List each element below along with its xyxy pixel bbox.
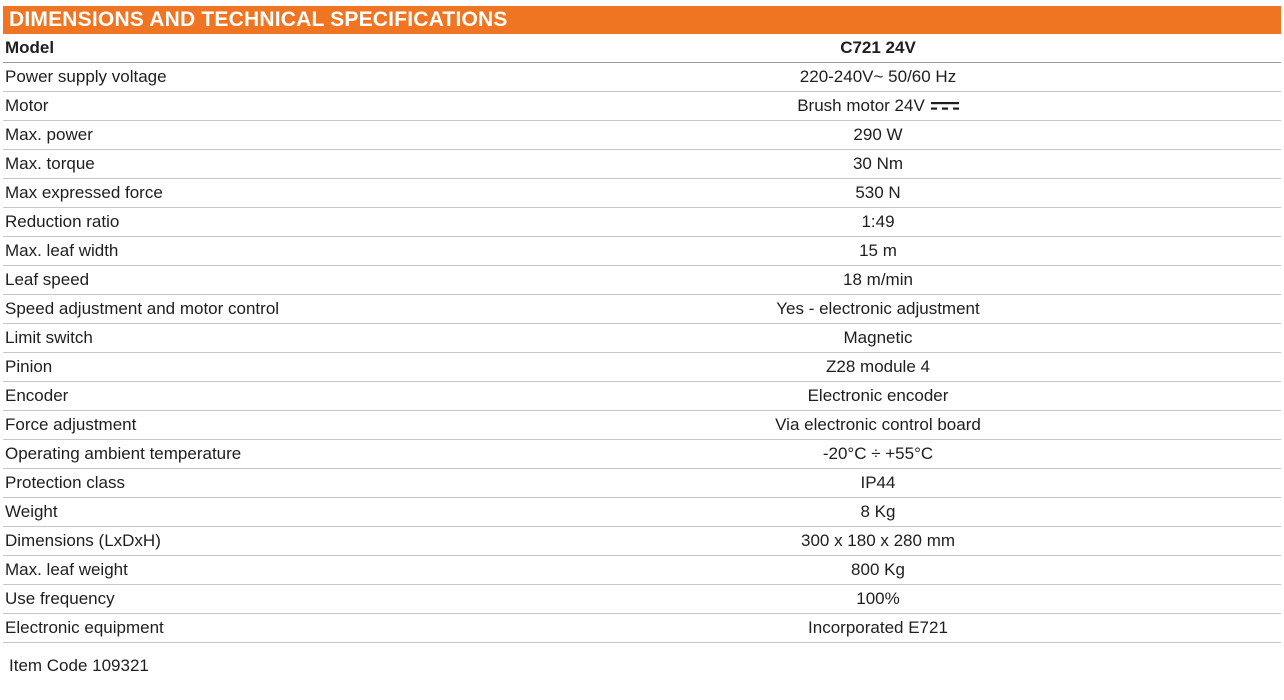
- spec-row: [3, 208, 1281, 237]
- spec-row: [3, 324, 1281, 353]
- spec-value-text: 8 Kg: [860, 502, 896, 521]
- spec-value: [475, 382, 1281, 411]
- spec-value: [475, 208, 1281, 237]
- spec-label: Electronic equipment: [3, 614, 475, 643]
- spec-value-text: 800 Kg: [851, 560, 905, 579]
- spec-row: [3, 614, 1281, 643]
- section-title: DIMENSIONS AND TECHNICAL SPECIFICATIONS: [3, 6, 1281, 34]
- spec-value: [475, 469, 1281, 498]
- spec-label: Protection class: [3, 469, 475, 498]
- spec-table-body: [3, 34, 1281, 643]
- spec-table: [3, 34, 1281, 643]
- spec-value: [475, 556, 1281, 585]
- spec-value-text: Electronic encoder: [807, 386, 949, 405]
- spec-value: [475, 498, 1281, 527]
- spec-value: [475, 295, 1281, 324]
- spec-row: [3, 179, 1281, 208]
- spec-label: Force adjustment: [3, 411, 475, 440]
- spec-label: Speed adjustment and motor control: [3, 295, 475, 324]
- spec-label: Leaf speed: [3, 266, 475, 295]
- spec-label: Operating ambient temperature: [3, 440, 475, 469]
- spec-row: [3, 440, 1281, 469]
- model-header-value: C721 24V: [475, 34, 1281, 63]
- spec-row: [3, 382, 1281, 411]
- spec-value: [475, 150, 1281, 179]
- spec-value: [475, 440, 1281, 469]
- spec-value-text: 530 N: [855, 183, 901, 202]
- spec-value: [475, 266, 1281, 295]
- spec-value-text: -20°C ÷ +55°C: [822, 444, 934, 463]
- spec-value-text: Magnetic: [843, 328, 913, 347]
- spec-value-text: 1:49: [861, 212, 895, 231]
- item-code: Item Code 109321: [9, 656, 149, 675]
- spec-value-text: 15 m: [859, 241, 897, 260]
- spec-value-text: 18 m/min: [843, 270, 913, 289]
- spec-value: [475, 237, 1281, 266]
- spec-value-text: Incorporated E721: [808, 618, 948, 637]
- spec-label: Max. power: [3, 121, 475, 150]
- spec-value-text: IP44: [860, 473, 896, 492]
- spec-value-text: 300 x 180 x 280 mm: [800, 531, 956, 550]
- spec-label: Encoder: [3, 382, 475, 411]
- spec-row: [3, 353, 1281, 382]
- spec-label: Max expressed force: [3, 179, 475, 208]
- spec-label: Max. leaf width: [3, 237, 475, 266]
- spec-row: [3, 121, 1281, 150]
- spec-row: [3, 150, 1281, 179]
- spec-row: [3, 92, 1281, 121]
- spec-label: Dimensions (LxDxH): [3, 527, 475, 556]
- spec-row: [3, 527, 1281, 556]
- spec-label: Pinion: [3, 353, 475, 382]
- spec-label: Weight: [3, 498, 475, 527]
- spec-value-text: 220-240V~ 50/60 Hz: [799, 67, 957, 86]
- spec-row: [3, 266, 1281, 295]
- spec-value: [475, 353, 1281, 382]
- spec-sheet: [3, 0, 1281, 677]
- spec-value-text: Z28 module 4: [826, 357, 930, 376]
- spec-label: Max. torque: [3, 150, 475, 179]
- spec-row: [3, 63, 1281, 92]
- spec-value: [475, 63, 1281, 92]
- spec-value-text: Brush motor 24V: [797, 96, 925, 115]
- spec-label: Motor: [3, 92, 475, 121]
- spec-value: [475, 324, 1281, 353]
- dc-current-icon: [931, 101, 959, 111]
- spec-value: [475, 585, 1281, 614]
- spec-label: Limit switch: [3, 324, 475, 353]
- spec-label: Power supply voltage: [3, 63, 475, 92]
- spec-row: [3, 498, 1281, 527]
- spec-value: [475, 121, 1281, 150]
- spec-value-text: Via electronic control board: [775, 415, 981, 434]
- spec-value: [475, 411, 1281, 440]
- model-header-label: Model: [3, 34, 475, 63]
- spec-value: [475, 527, 1281, 556]
- spec-value-text: 290 W: [853, 125, 903, 144]
- spec-value-text: 100%: [856, 589, 900, 608]
- spec-value-text: Yes - electronic adjustment: [776, 299, 980, 318]
- spec-row: [3, 585, 1281, 614]
- spec-header-row: [3, 34, 1281, 63]
- spec-row: [3, 556, 1281, 585]
- spec-row: [3, 469, 1281, 498]
- spec-row: [3, 237, 1281, 266]
- spec-value: [475, 92, 1281, 121]
- spec-label: Use frequency: [3, 585, 475, 614]
- spec-value: [475, 179, 1281, 208]
- spec-row: [3, 411, 1281, 440]
- spec-label: Max. leaf weight: [3, 556, 475, 585]
- spec-value: [475, 614, 1281, 643]
- spec-label: Reduction ratio: [3, 208, 475, 237]
- spec-value-text: 30 Nm: [852, 154, 904, 173]
- spec-row: [3, 295, 1281, 324]
